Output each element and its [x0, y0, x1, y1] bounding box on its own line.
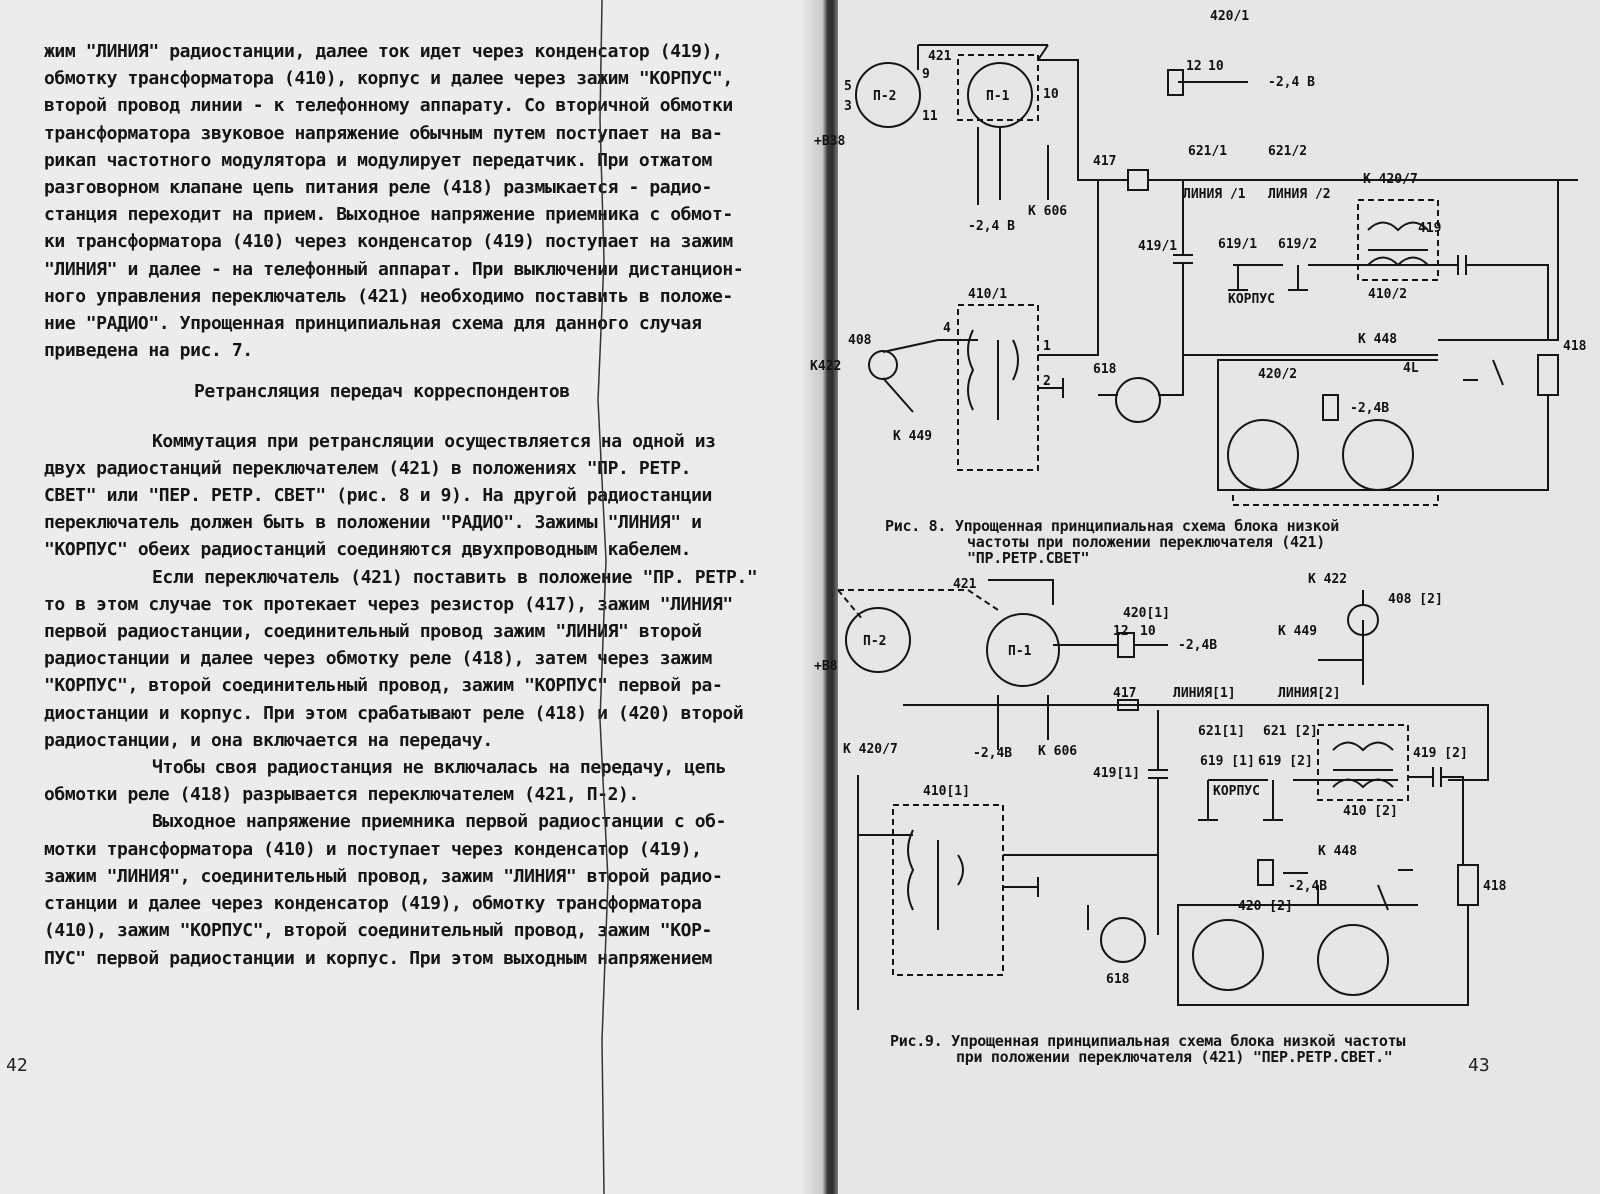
label: 619/1	[1218, 237, 1258, 252]
label: П-2	[873, 89, 897, 104]
text-line: радиостанции, и она включается на передачу.	[44, 729, 493, 751]
label: К 449	[1278, 624, 1318, 639]
caption-line: частоты при положении переключателя (421)	[967, 533, 1325, 551]
text-line: станции и далее через конденсатор (419), обмотку трансформатора	[44, 893, 702, 915]
label: -2,4 В	[968, 219, 1015, 234]
label: К 448	[1358, 332, 1398, 347]
label: 619 [2]	[1258, 754, 1313, 769]
label: 408	[848, 333, 872, 348]
text-line: ние "РАДИО". Упрощенная принципиальная схема для данного случая	[44, 313, 702, 335]
label: 10	[1043, 87, 1059, 102]
label: 10	[1208, 59, 1224, 74]
label: -2,4В	[973, 746, 1013, 761]
label: 410/1	[968, 287, 1008, 302]
label: 11	[922, 109, 938, 124]
paragraph-5	[44, 808, 784, 971]
figure-8-caption	[885, 518, 1405, 566]
text-line: обмотку трансформатора (410), корпус и далее через зажим "КОРПУС",	[44, 68, 733, 90]
label: 417	[1093, 154, 1117, 169]
paper-crease	[580, 0, 620, 1194]
label: +В8	[814, 659, 838, 674]
label: К422	[810, 359, 842, 374]
label: 419 [2]	[1413, 746, 1468, 761]
label: 621 [2]	[1263, 724, 1318, 739]
label: 2	[1043, 374, 1051, 389]
label: -2,4В	[1288, 879, 1328, 894]
text-line: второй провод линии - к телефонному аппарату. Со вторичной обмотки	[44, 95, 733, 117]
text-line: двух радиостанций переключателем (421) в положениях "ПР. РЕТР.	[44, 457, 692, 479]
text-line: СВЕТ" или "ПЕР. РЕТР. СВЕТ" (рис. 8 и 9). На другой радиостанции	[44, 485, 712, 507]
text-line: жим "ЛИНИЯ" радиостанции, далее ток идет через конденсатор (419),	[44, 41, 723, 62]
text-line: Выходное напряжение приемника первой радиостанции с об-	[152, 811, 727, 833]
label: К 420/7	[843, 742, 898, 757]
label: +В38	[814, 134, 846, 149]
label: К 422	[1308, 572, 1348, 587]
label: П-1	[986, 89, 1010, 104]
label: 418	[1483, 879, 1507, 894]
text-line: разговорном клапане цепь питания реле (418) размыкается - радио-	[44, 177, 712, 199]
text-line: диостанции и корпус. При этом срабатывают реле (418) и (420) второй	[44, 702, 744, 724]
label: П-2	[863, 634, 887, 649]
label: КОРПУС	[1213, 784, 1260, 799]
paragraph-4	[44, 754, 784, 808]
label: -2,4 В	[1268, 75, 1315, 90]
label: 4L	[1403, 361, 1419, 376]
label: ЛИНИЯ /1	[1183, 187, 1246, 202]
label: 420 [2]	[1238, 899, 1293, 914]
label: 408 [2]	[1388, 592, 1443, 607]
page-number-left: 42	[6, 1055, 28, 1076]
text-line: рикап частотного модулятора и модулирует передатчик. При отжатом	[44, 149, 712, 171]
page-number-right: 43	[1468, 1055, 1490, 1076]
label: ЛИНИЯ[1]	[1173, 686, 1236, 701]
text-line: мотки трансформатора (410) и поступает через конденсатор (419),	[44, 838, 702, 860]
label: 410/2	[1368, 287, 1408, 302]
text-line: ПУС" первой радиостанции и корпус. При этом выходным напряжением	[44, 947, 712, 969]
figure-9-caption	[890, 1033, 1450, 1065]
text-line: радиостанции и далее через обмотку реле (418), затем через зажим	[44, 648, 712, 670]
text-line: первой радиостанции, соединительный провод зажим "ЛИНИЯ" второй	[44, 621, 702, 643]
label: 410[1]	[923, 784, 970, 799]
label: 419/1	[1138, 239, 1178, 254]
label: 420[1]	[1123, 606, 1170, 621]
text-line: ки трансформатора (410) через конденсатор (419) поступает на зажим	[44, 231, 733, 253]
label: 621[1]	[1198, 724, 1245, 739]
label: -2,4В	[1350, 401, 1390, 416]
label: К 448	[1318, 844, 1358, 859]
text-line: трансформатора звуковое напряжение обычным путем поступает на ва-	[44, 122, 723, 144]
label: К 606	[1028, 204, 1068, 219]
label: 3	[844, 99, 852, 114]
label: ЛИНИЯ /2	[1268, 187, 1331, 202]
label: 421	[953, 577, 977, 592]
caption-line: при положении переключателя (421) "ПЕР.РЕТР.СВЕТ."	[956, 1048, 1393, 1066]
label: 621/2	[1268, 144, 1308, 159]
label: К 606	[1038, 744, 1078, 759]
left-page-text	[44, 38, 784, 972]
label: 621/1	[1188, 144, 1228, 159]
figure-8-schematic	[810, 0, 1600, 515]
label: КОРПУС	[1228, 292, 1275, 307]
text-line: (410), зажим "КОРПУС", второй соединительный провод, зажим "КОР-	[44, 920, 712, 942]
caption-line: Рис. 8. Упрощенная принципиальная схема блока низкой	[885, 517, 1340, 535]
figure-9-schematic	[814, 565, 1600, 1030]
label: К 449	[893, 429, 933, 444]
text-line: "КОРПУС", второй соединительный провод, зажим "КОРПУС" первой ра-	[44, 675, 723, 697]
text-line: то в этом случае ток протекает через резистор (417), зажим "ЛИНИЯ"	[44, 593, 733, 615]
caption-line: "ПР.РЕТР.СВЕТ"	[967, 549, 1090, 567]
label: 417	[1113, 686, 1137, 701]
text-line: зажим "ЛИНИЯ", соединительный провод, зажим "ЛИНИЯ" второй радио-	[44, 865, 723, 887]
text-line: "КОРПУС" обеих радиостанций соединяются двухпроводным кабелем.	[44, 539, 692, 561]
label: П-1	[1008, 644, 1032, 659]
label: 618	[1093, 362, 1117, 377]
right-page	[810, 0, 1600, 1194]
label: 619 [1]	[1200, 754, 1255, 769]
label: ЛИНИЯ[2]	[1278, 686, 1341, 701]
label: К 420/7	[1363, 172, 1418, 187]
label: 5	[844, 79, 852, 94]
label: 1	[1043, 339, 1051, 354]
label: 10	[1140, 624, 1156, 639]
paragraph-2	[44, 428, 784, 564]
text-line: станция переходит на прием. Выходное напряжение приемника с обмот-	[44, 204, 733, 226]
label: 410 [2]	[1343, 804, 1398, 819]
label: 618	[1106, 972, 1130, 987]
paragraph-1	[44, 38, 784, 364]
label: -2,4В	[1178, 638, 1218, 653]
paragraph-3	[44, 564, 784, 754]
text-line: ного управления переключатель (421) необходимо поставить в положе-	[44, 285, 733, 307]
text-line: Если переключатель (421) поставить в положение "ПР. РЕТР."	[152, 566, 758, 588]
caption-line: Рис.9. Упрощенная принципиальная схема блока низкой частоты	[890, 1032, 1406, 1050]
text-line: обмотки реле (418) разрывается переключателем (421, П-2).	[44, 784, 639, 806]
label: 4	[943, 321, 951, 336]
label: 419[1]	[1093, 766, 1140, 781]
text-line: переключатель должен быть в положении "РАДИО". Зажимы "ЛИНИЯ" и	[44, 512, 702, 534]
section-heading: Ретрансляция передач корреспондентов	[194, 381, 570, 403]
label: 12	[1186, 59, 1202, 74]
text-line: Коммутация при ретрансляции осуществляется на одной из	[152, 430, 716, 452]
label: 419	[1418, 221, 1442, 236]
label: 12	[1113, 624, 1129, 639]
label: 418	[1563, 339, 1587, 354]
text-line: "ЛИНИЯ" и далее - на телефонный аппарат. При выключении дистанцион-	[44, 258, 744, 280]
label: 9	[922, 67, 930, 82]
text-line: приведена на рис. 7.	[44, 340, 253, 362]
label: 421	[928, 49, 952, 64]
label: 420/1	[1210, 9, 1250, 24]
label: 619/2	[1278, 237, 1318, 252]
label: 420/2	[1258, 367, 1298, 382]
text-line: Чтобы своя радиостанция не включалась на передачу, цепь	[152, 757, 727, 779]
